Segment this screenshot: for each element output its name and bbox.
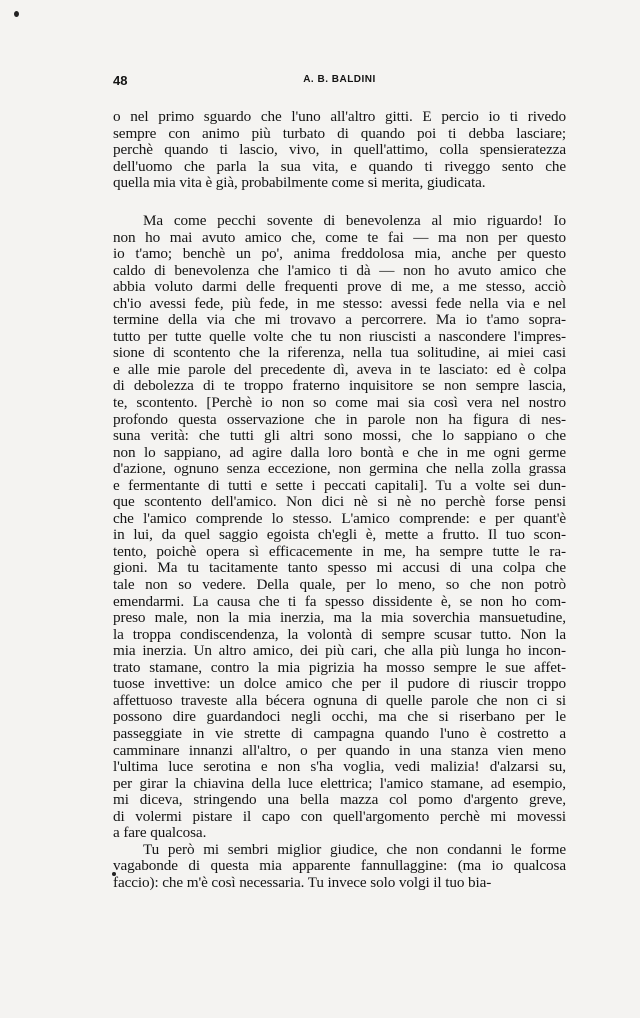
text-line: per girar la chiavina della luce elettrica; l'amico stamane, ad esempio, xyxy=(113,774,566,792)
text-line: d'azione, ognuno senza eccezione, non germina che nella zolla grassa xyxy=(113,460,566,478)
print-speck xyxy=(14,11,19,17)
text-line: non ho mai avuto amico che, come te fai — ma non per questo xyxy=(113,228,566,246)
text-line: passeggiate in vie strette di campagna quando l'uno è costretto a xyxy=(113,724,566,742)
text-line: in lui, da quel saggio egoista ch'egli è, mette a frutto. Il tuo scon- xyxy=(113,526,566,544)
text-line: e fermentante di tutti e sette i peccati capitali]. Tu a volte sei dun- xyxy=(113,476,566,494)
text-line: ch'io avessi fede, più fede, in me stesso: avessi fede nella via e nel xyxy=(113,294,566,312)
running-title: A. B. BALDINI xyxy=(303,74,376,85)
text-line: termine della via che mi trovavo a percorrere. Ma io t'amo sopra- xyxy=(113,311,566,329)
paragraph-body xyxy=(113,213,566,891)
text-line: la troppa condiscendenza, la volontà di sempre scusar tutto. Non la xyxy=(113,625,566,643)
text-line: mi diceva, stringendo una bella mazza col pomo d'argento greve, xyxy=(113,791,566,809)
text-line: possono dire guardandoci negli occhi, ma che si riserbano per le xyxy=(113,708,566,726)
text-line: e alle mie parole del precedente dì, aveva in te lasciato: ed è colpa xyxy=(113,360,566,378)
text-line: mia inerzia. Un altro amico, dei più cari, che alla più lunga ho incon- xyxy=(113,642,566,660)
text-line: non lo sappiano, ad agire dalla loro bontà e che in me ogni germe xyxy=(113,443,566,461)
text-line: sempre con animo più turbato di quando poi ti debba lasciare; xyxy=(113,124,566,142)
text-line: tale non so vedere. Della quale, per lo meno, so che non potrò xyxy=(113,576,566,594)
text-line: camminare innanzi all'altro, o per quando in una stanza vien meno xyxy=(113,741,566,759)
text-line: che l'amico comprende lo stesso. L'amico comprende: e per quant'è xyxy=(113,509,566,527)
text-line: perchè quando ti lascio, vivo, in quell'attimo, colla spensieratezza xyxy=(113,141,566,159)
text-line: faccio): che m'è così necessaria. Tu invece solo volgi il tuo bia- xyxy=(113,873,492,891)
text-line: quella mia vita è già, probabilmente come si merita, giudicata. xyxy=(113,174,486,192)
text-line: sione di scontento che la riferenza, nella tua solitudine, ai miei casi xyxy=(113,344,566,362)
text-line: profondo questa osservazione che in parole non ha figura di nes- xyxy=(113,410,566,428)
text-line: a fare qualcosa. xyxy=(113,824,207,842)
text-line: suna verità: che tutti gli altri sono mossi, che lo sappiano o che xyxy=(113,427,566,445)
text-line: di volermi pistare il capo con quell'argomento perchè mi movessi xyxy=(113,807,566,825)
text-line: caldo di benevolenza che l'amico ti dà — non ho avuto amico che xyxy=(113,261,566,279)
page-number: 48 xyxy=(113,73,128,88)
text-line: tento, poichè opera sì efficacemente in me, ha sempre tutte le ra- xyxy=(113,542,566,560)
text-line: preso male, non la mia inerzia, ma la mia soverchia mansuetudine, xyxy=(113,609,566,627)
page-header xyxy=(113,73,566,91)
text-line: dell'uomo che parla la sua vita, e quando ti riveggo sento che xyxy=(113,157,566,175)
text-line: abbia voluto darmi delle frequenti prove di me, a me stesso, acciò xyxy=(113,278,566,296)
text-line: tutto per tutte quelle volte che tu non riuscisti a nascondere l'impres- xyxy=(113,327,566,345)
paragraph-continuation xyxy=(113,109,566,192)
text-line: que scontento dell'amico. Non dici nè si nè no perchè forse pensi xyxy=(113,493,566,511)
text-line: io t'amo; benchè un po', anima freddolosa mia, anche per questo xyxy=(113,245,566,263)
text-line: di debolezza di te troppo fraterno inquisitore se non sempre lascia, xyxy=(113,377,566,395)
text-line: te, scontento. [Perchè io non so come mai sia così vera nel nostro xyxy=(113,394,566,412)
text-line: Tu però mi sembri miglior giudice, che non condanni le forme xyxy=(143,840,566,858)
text-line: Ma come pecchi sovente di benevolenza al mio riguardo! Io xyxy=(143,212,566,229)
text-line: affettuoso traveste alla bécera ognuna di quelle parole che non ci si xyxy=(113,691,566,709)
text-line: gioni. Ma tu tacitamente tanto spesso mi accusi di una colpa che xyxy=(113,559,566,577)
text-line: vagabonde di questa mia apparente fannullaggine: (ma io qualcosa xyxy=(113,857,566,875)
text-line: o nel primo sguardo che l'uno all'altro gitti. E percio io ti rivedo xyxy=(113,108,566,125)
text-line: l'ultima luce serotina e non s'ha voglia, vedi malizia! d'alzarsi su, xyxy=(113,758,566,776)
text-line: emendarmi. La causa che ti fa spesso dissidente è, se non ho com- xyxy=(113,592,566,610)
text-line: tuose invettive: un dolce amico che per il pudore di riuscir troppo xyxy=(113,675,566,693)
text-line: trato stamane, contro la mia pigrizia ha mosso sempre le sue affet- xyxy=(113,658,566,676)
